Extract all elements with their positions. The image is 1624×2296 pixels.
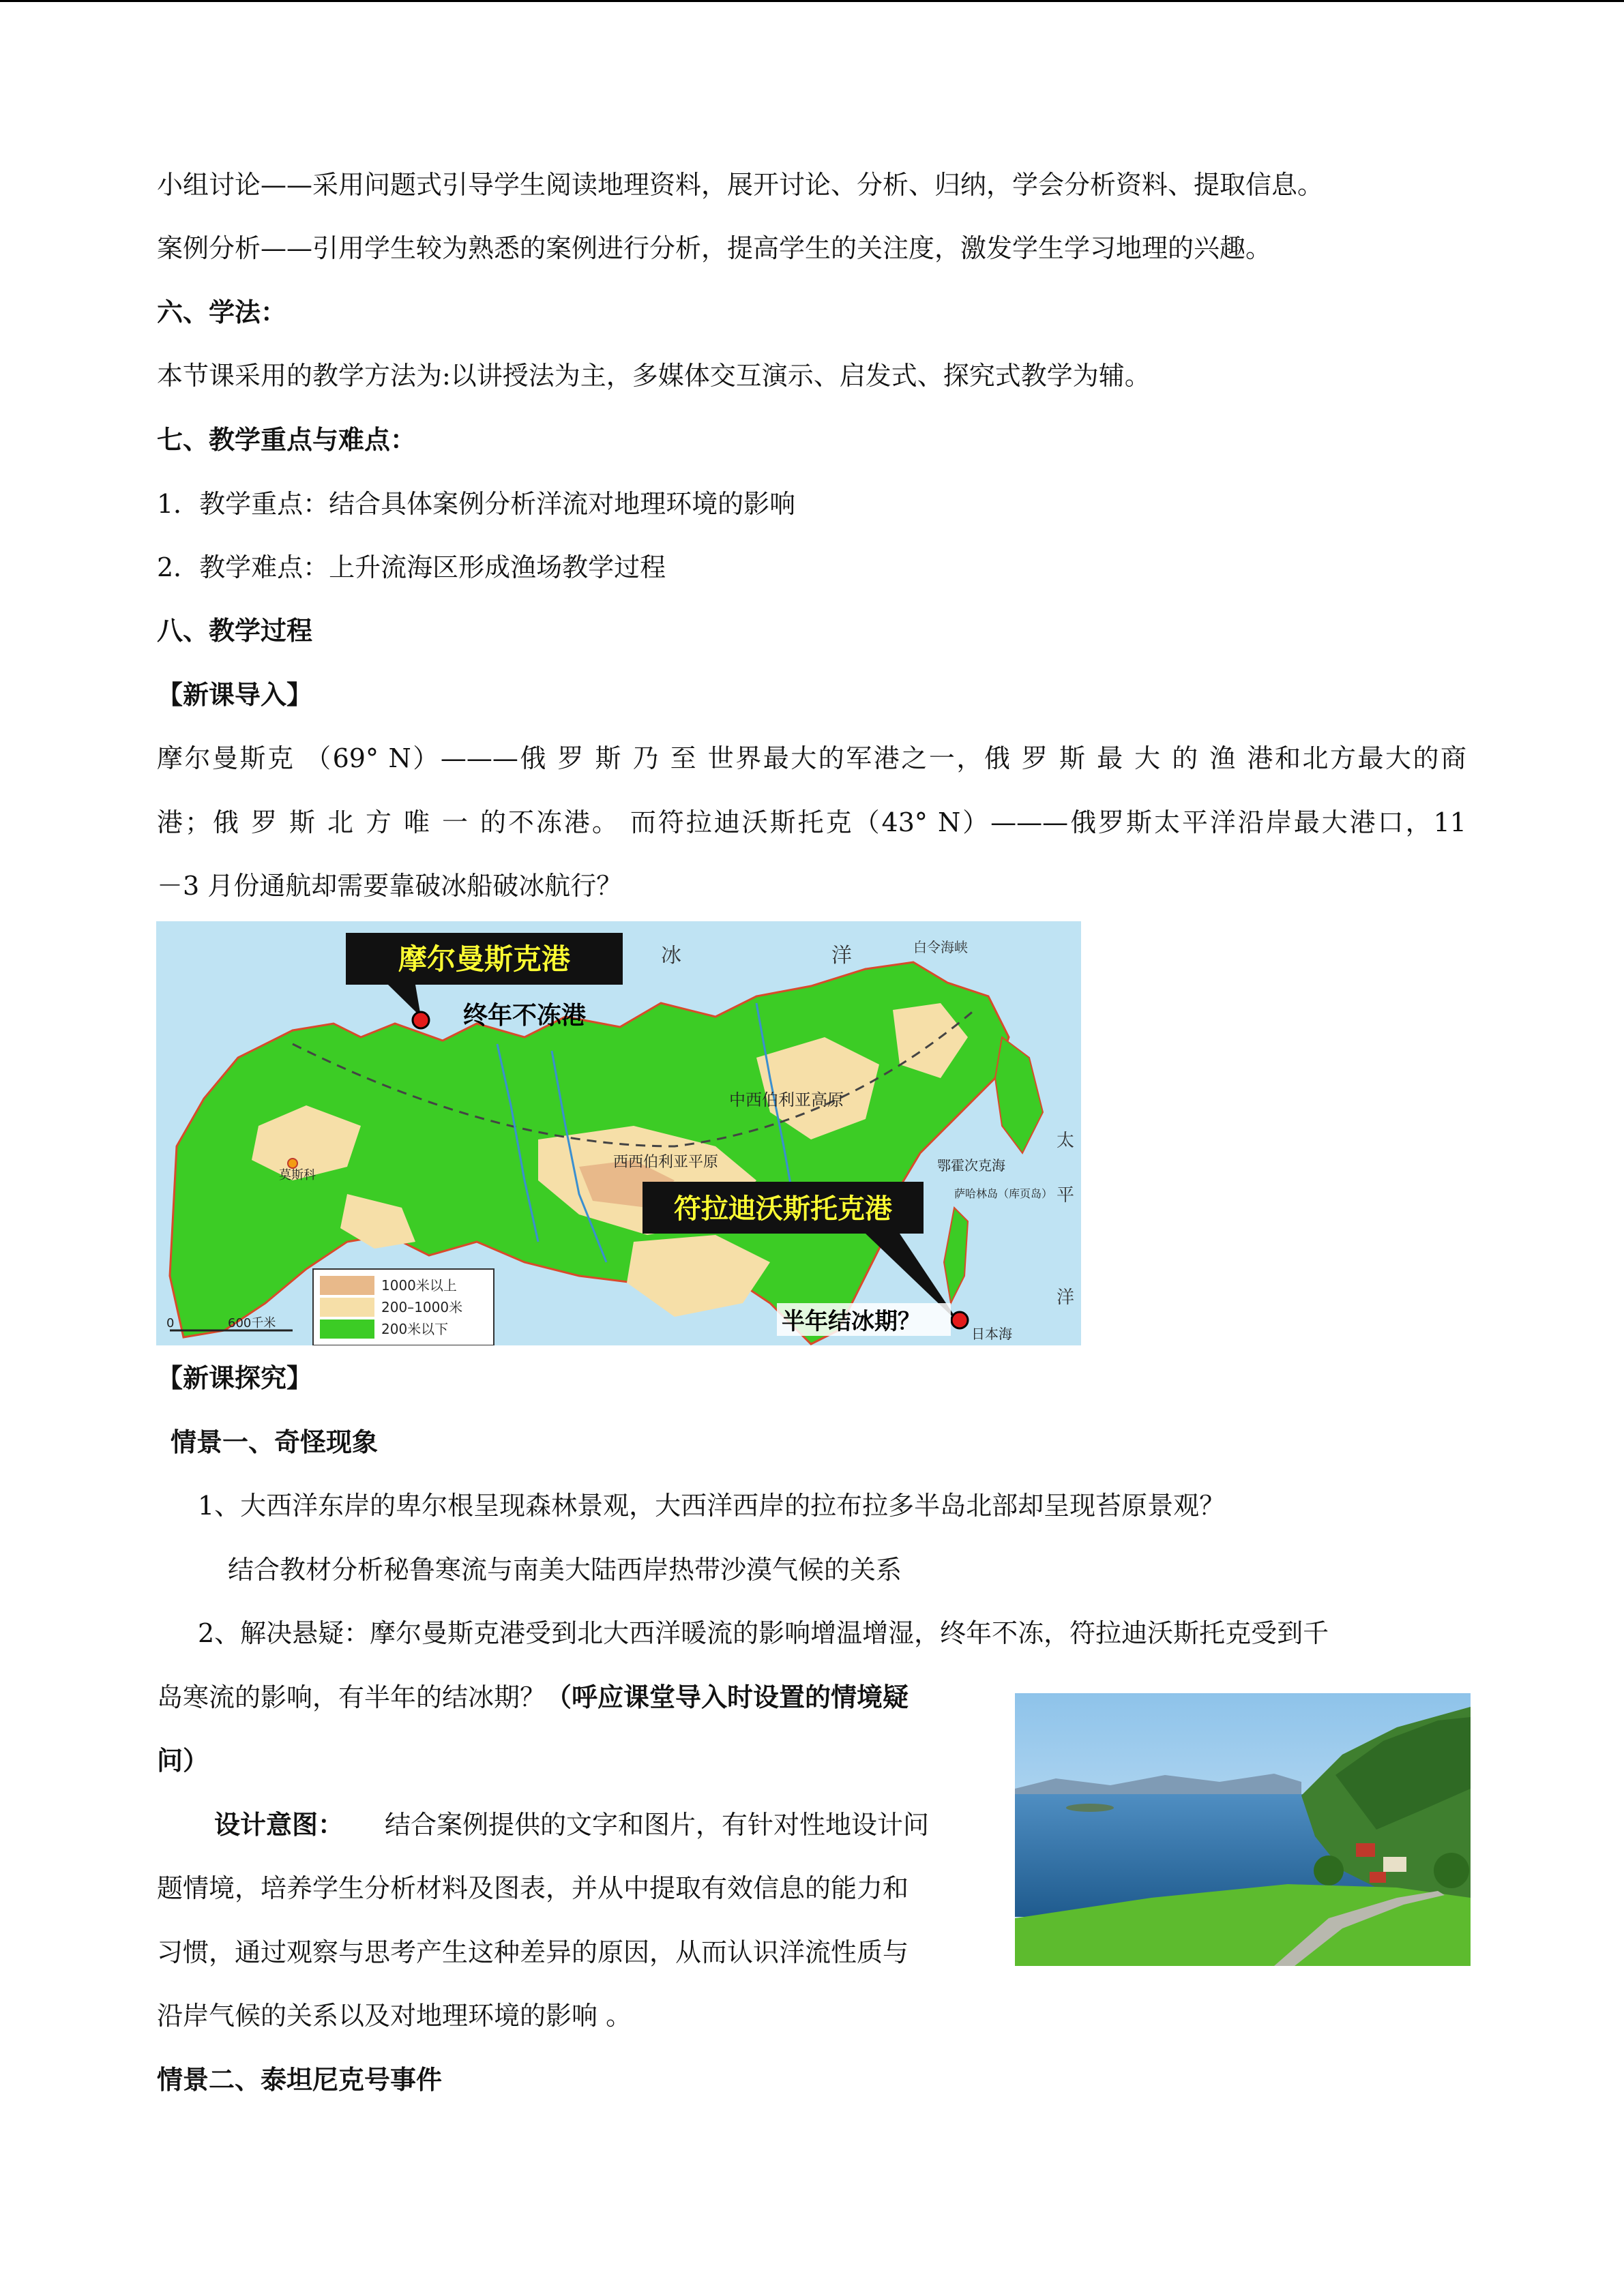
text-line xyxy=(214,1812,929,1838)
fjord-landscape-photo xyxy=(1015,1693,1471,1966)
pacific-label: 洋 xyxy=(1057,1287,1075,1308)
russia-map xyxy=(156,921,1081,1345)
strait-label: 白令海峡 xyxy=(913,939,968,955)
plateau-label: 中西伯利亚高原 xyxy=(729,1090,844,1109)
murmansk-marker xyxy=(413,1012,429,1028)
text-span: 岛寒流的影响，有半年的结冰期？ xyxy=(157,1682,546,1712)
moscow-label: 莫斯科 xyxy=(279,1168,316,1182)
house xyxy=(1383,1857,1406,1872)
vladivostok-note: 半年结冰期？ xyxy=(782,1308,921,1335)
scenario-heading: 情景二、泰坦尼克号事件 xyxy=(157,2065,443,2095)
text-span: 结合案例提供的文字和图片，有针对性地设计问 xyxy=(385,1810,930,1840)
text-line: 习惯，通过观察与思考产生这种差异的原因，从而认识洋流性质与 xyxy=(157,1937,909,1967)
pacific-label: 太 xyxy=(1057,1131,1075,1151)
pacific-label: 平 xyxy=(1057,1185,1075,1206)
text-line: 本节课采用的教学方法为:以讲授法为主，多媒体交互演示、启发式、探究式教学为辅。 xyxy=(157,361,1151,391)
design-intent-label: 设计意图： xyxy=(214,1810,344,1840)
legend-label: 1000米以上 xyxy=(381,1277,457,1294)
scenario-heading: 情景一、奇怪现象 xyxy=(171,1427,379,1457)
subsection-heading: 【新课探究】 xyxy=(157,1363,313,1393)
text-line: 小组讨论——采用问题式引导学生阅读地理资料，展开讨论、分析、归纳，学会分析资料、提取信息。 xyxy=(157,170,1324,200)
ocean-label: 冰 xyxy=(661,944,681,968)
text-line: －3 月份通航却需要靠破冰船破冰航行？ xyxy=(157,871,623,901)
okhotsk-label: 鄂霍次克海 xyxy=(937,1157,1005,1174)
emphasis-span: （呼应课堂导入时设置的情境疑 xyxy=(546,1682,909,1712)
section-heading: 六、学法： xyxy=(157,297,287,327)
plain-label: 西西伯利亚平原 xyxy=(613,1154,719,1171)
text-line: 1．教学重点：结合具体案例分析洋流对地理环境的影响 xyxy=(157,489,796,519)
text-line: 案例分析——引用学生较为熟悉的案例进行分析，提高学生的关注度，激发学生学习地理的兴趣。 xyxy=(157,233,1272,263)
house xyxy=(1370,1872,1386,1883)
tree xyxy=(1314,1855,1344,1885)
vladivostok-label: 符拉迪沃斯托克港 xyxy=(674,1193,892,1225)
scale-label: 600千米 xyxy=(228,1316,276,1330)
text-line: 结合教材分析秘鲁寒流与南美大陆西岸热带沙漠气候的关系 xyxy=(228,1555,902,1585)
scale-zero: 0 xyxy=(166,1316,175,1330)
subsection-heading: 【新课导入】 xyxy=(157,680,313,710)
text-line: 2、解决悬疑：摩尔曼斯克港受到北大西洋暖流的影响增温增湿，终年不冻，符拉迪沃斯托克受到千 xyxy=(198,1618,1329,1648)
small-island xyxy=(1066,1804,1114,1812)
capital-marker xyxy=(288,1159,297,1168)
text-line: 沿岸气候的关系以及对地理环境的影响 。 xyxy=(157,2001,632,2031)
emphasis-line: 问） xyxy=(157,1746,209,1776)
ocean-label: 洋 xyxy=(831,944,852,968)
legend-swatch-low xyxy=(320,1320,374,1339)
legend-swatch-mid xyxy=(320,1298,374,1317)
legend-label: 200米以下 xyxy=(381,1321,449,1337)
house xyxy=(1356,1843,1375,1857)
sakhalin-label: 萨哈林岛（库页岛） xyxy=(954,1187,1053,1200)
text-line: 摩尔曼斯克 （69° N）———俄 罗 斯 乃 至 世界最大的军港之一，俄 罗 斯 最 大 的 渔 港和北方最大的商 xyxy=(157,743,1466,773)
tree xyxy=(1434,1853,1469,1888)
text-line: 港；俄 罗 斯 北 方 唯 一 的不冻港。 而符拉迪沃斯托克（43° N）———俄罗斯太平洋沿岸最大港口，11 xyxy=(157,807,1466,837)
section-heading: 七、教学重点与难点： xyxy=(157,425,417,455)
text-line xyxy=(157,1684,909,1710)
text-line: 2．教学难点：上升流海区形成渔场教学过程 xyxy=(157,552,666,582)
text-line: 1、大西洋东岸的卑尔根呈现森林景观，大西洋西岸的拉布拉多半岛北部却呈现苔原景观？ xyxy=(198,1491,1226,1521)
legend-swatch-high xyxy=(320,1276,374,1295)
vladivostok-marker xyxy=(951,1312,968,1328)
murmansk-note: 终年不冻港 xyxy=(463,1002,587,1030)
text-line: 题情境，培养学生分析材料及图表，并从中提取有效信息的能力和 xyxy=(157,1873,909,1903)
legend-label: 200–1000米 xyxy=(381,1299,463,1315)
japan-sea-label: 日本海 xyxy=(971,1326,1012,1342)
page-top-border xyxy=(0,0,1624,2)
murmansk-label: 摩尔曼斯克港 xyxy=(398,942,571,976)
section-heading: 八、教学过程 xyxy=(157,616,313,646)
